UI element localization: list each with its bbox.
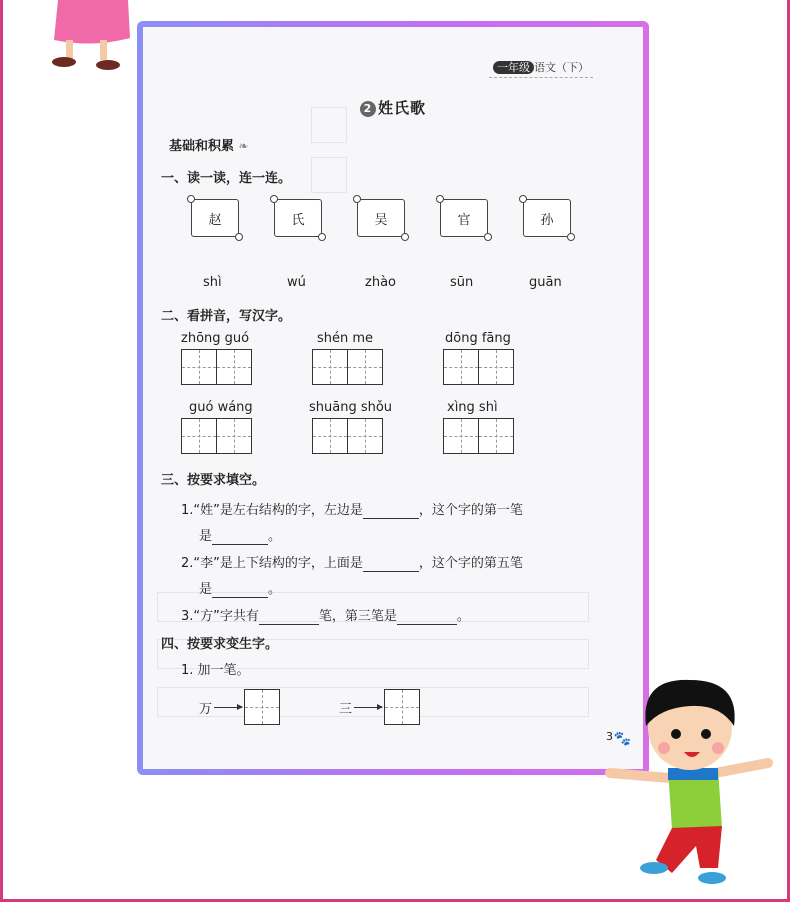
writing-cell[interactable] (244, 689, 280, 725)
fill-text: 。 (456, 609, 470, 624)
char-card-text: 赵 (208, 212, 222, 228)
writing-cell[interactable] (216, 418, 252, 454)
char-card-text: 吴 (374, 212, 388, 228)
fill-line-3 (181, 605, 470, 625)
workbook-page-frame (137, 21, 649, 775)
writing-cell[interactable] (384, 689, 420, 725)
fill-line-1a (181, 499, 523, 519)
paw-icon: 🐾 (613, 731, 631, 747)
arrow-right-icon (214, 707, 242, 708)
leaf-icon: ❧ (238, 139, 249, 153)
writing-grid-1[interactable] (181, 349, 250, 385)
pinyin-option-3[interactable]: zhào (365, 275, 396, 290)
grade-tag (489, 59, 593, 78)
base-char: 万 (199, 701, 213, 717)
girl-illustration (48, 0, 138, 75)
pinyin-prompt-2: shén me (317, 331, 374, 346)
pinyin-prompt-1: zhōng guó (181, 331, 250, 346)
fill-text: 是 (199, 529, 213, 544)
pinyin-option-1[interactable]: shì (203, 275, 222, 290)
writing-cell[interactable] (312, 349, 348, 385)
fill-text: 是 (199, 582, 213, 597)
lesson-number: 2 (360, 101, 376, 117)
answer-blank[interactable] (212, 582, 268, 598)
char-card-5[interactable] (523, 199, 571, 237)
fill-text: 2.“李”是上下结构的字，上面是 (181, 556, 363, 571)
pinyin-option-5[interactable]: guān (529, 275, 562, 290)
question-1-heading: 一、读一读，连一连。 (161, 171, 292, 186)
char-card-1[interactable] (191, 199, 239, 237)
lesson-title-text: 姓氏歌 (377, 99, 426, 117)
writing-grid-2[interactable] (312, 349, 381, 385)
writing-grid-4[interactable] (181, 418, 250, 454)
char-card-2[interactable] (274, 199, 322, 237)
answer-blank[interactable] (397, 609, 457, 625)
fill-line-2b (199, 578, 281, 598)
answer-blank[interactable] (363, 556, 419, 572)
fill-text: 3.“方”字共有 (181, 609, 259, 624)
question-4-heading: 四、按要求变生字。 (161, 637, 279, 652)
writing-cell[interactable] (216, 349, 252, 385)
answer-blank[interactable] (259, 609, 319, 625)
char-card-text: 氏 (291, 212, 305, 228)
subject-label: 语文（下） (534, 61, 589, 74)
lesson-title (143, 97, 643, 118)
sub-instruction: 1. 加一笔。 (181, 663, 250, 678)
arrow-right-icon (354, 707, 382, 708)
base-char: 三 (339, 701, 353, 717)
question-2-heading: 二、看拼音，写汉字。 (161, 309, 292, 324)
fill-text: 。 (268, 529, 282, 544)
writing-cell[interactable] (181, 349, 217, 385)
section-heading-text: 基础和积累 (169, 139, 235, 154)
pinyin-prompt-4: guó wáng (189, 400, 253, 415)
question-3-heading: 三、按要求填空。 (161, 473, 266, 488)
char-card-4[interactable] (440, 199, 488, 237)
char-card-text: 孙 (540, 212, 554, 228)
fill-line-1b (199, 525, 281, 545)
fill-line-2a (181, 552, 523, 572)
char-card-3[interactable] (357, 199, 405, 237)
section-heading (169, 135, 249, 154)
writing-cell[interactable] (478, 349, 514, 385)
boy-illustration (600, 668, 780, 898)
workbook-page (143, 27, 643, 769)
fill-text: 1.“姓”是左右结构的字，左边是 (181, 503, 363, 518)
pinyin-option-2[interactable]: wú (287, 275, 306, 290)
pinyin-prompt-5: shuāng shǒu (309, 400, 393, 415)
fill-text: ，这个字的第五笔 (418, 556, 523, 571)
pinyin-prompt-6: xìng shì (447, 400, 498, 415)
writing-cell[interactable] (443, 349, 479, 385)
writing-cell[interactable] (478, 418, 514, 454)
pinyin-prompt-3: dōng fāng (445, 331, 511, 346)
writing-cell[interactable] (347, 349, 383, 385)
pinyin-option-4[interactable]: sūn (450, 275, 474, 290)
fill-text: ，这个字的第一笔 (418, 503, 523, 518)
fill-text: 笔，第三笔是 (318, 609, 397, 624)
writing-grid-6[interactable] (443, 418, 512, 454)
writing-cell[interactable] (443, 418, 479, 454)
grade-label: 一年级 (493, 61, 534, 74)
transform-item-1 (199, 689, 279, 725)
writing-cell[interactable] (181, 418, 217, 454)
writing-cell[interactable] (347, 418, 383, 454)
writing-grid-5[interactable] (312, 418, 381, 454)
writing-grid-3[interactable] (443, 349, 512, 385)
fill-text: 。 (268, 582, 282, 597)
writing-cell[interactable] (312, 418, 348, 454)
char-card-text: 官 (457, 212, 471, 228)
answer-blank[interactable] (363, 503, 419, 519)
page-number: 3 (606, 730, 613, 743)
transform-item-2 (339, 689, 419, 725)
answer-blank[interactable] (212, 529, 268, 545)
